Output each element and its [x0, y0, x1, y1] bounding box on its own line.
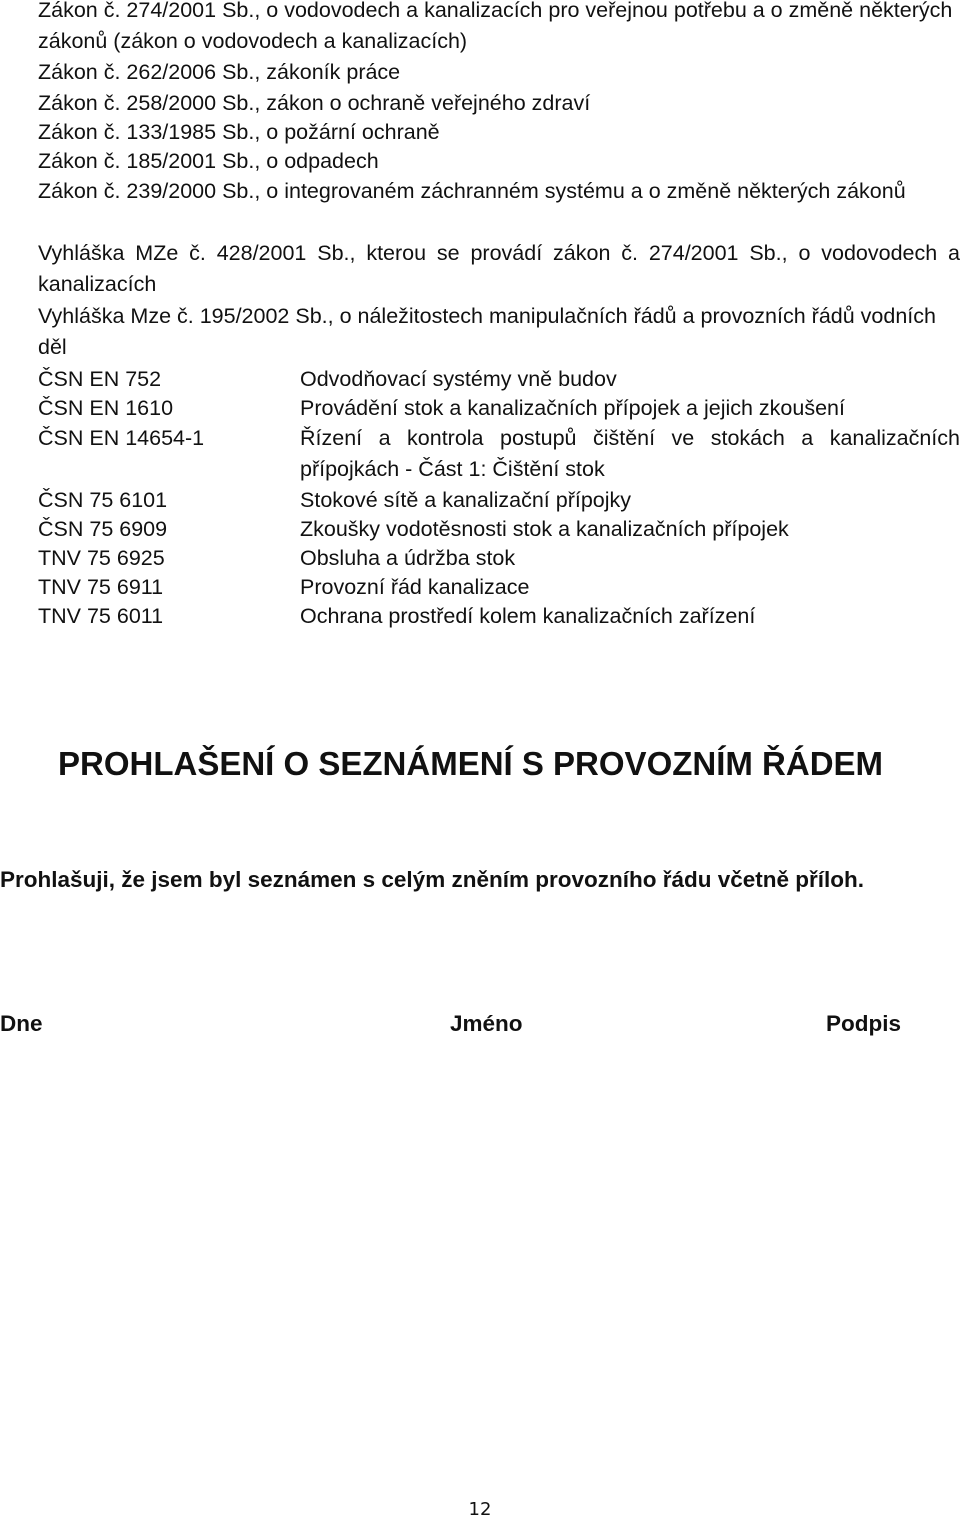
- law-item: Zákon č. 185/2001 Sb., o odpadech: [38, 149, 379, 173]
- signature-label: Podpis: [826, 1011, 902, 1036]
- standard-title: Řízení a kontrola postupů čištění ve stokách a kanalizačních přípojkách - Část 1: Čištění stok: [300, 426, 960, 481]
- standard-code: TNV 75 6911: [38, 575, 164, 599]
- standard-code: ČSN 75 6101: [38, 488, 168, 512]
- law-item: Vyhláška MZe č. 428/2001 Sb., kterou se provádí zákon č. 274/2001 Sb., o vodovodech a kanalizacích: [38, 241, 960, 296]
- standard-code: ČSN EN 752: [38, 367, 162, 391]
- name-label: Jméno: [450, 1011, 523, 1036]
- date-label: Dne: [0, 1011, 43, 1036]
- standard-code: ČSN 75 6909: [38, 517, 168, 541]
- declaration-text: Prohlašuji, že jsem byl seznámen s celým zněním provozního řádu včetně příloh.: [0, 867, 864, 892]
- standard-code: TNV 75 6925: [38, 546, 165, 570]
- standard-title: Provozní řád kanalizace: [300, 575, 530, 599]
- law-item: Zákon č. 262/2006 Sb., zákoník práce: [38, 60, 401, 84]
- standard-title: Odvodňovací systémy vně budov: [300, 367, 617, 391]
- standard-title: Stokové sítě a kanalizační přípojky: [300, 488, 632, 512]
- law-item: Zákon č. 274/2001 Sb., o vodovodech a kanalizacích pro veřejnou potřebu a o změně některých zákonů (zákon o vodovodech a kanalizacích): [38, 0, 953, 53]
- standard-title: Provádění stok a kanalizačních přípojek a jejich zkoušení: [300, 396, 845, 420]
- law-item: Zákon č. 133/1985 Sb., o požární ochraně: [38, 120, 440, 144]
- standard-code: ČSN EN 14654-1: [38, 426, 205, 450]
- standard-title: Zkoušky vodotěsnosti stok a kanalizačních přípojek: [300, 517, 789, 541]
- declaration-heading: PROHLAŠENÍ O SEZNÁMENÍ S PROVOZNÍM ŘÁDEM: [58, 745, 884, 782]
- standard-title: Ochrana prostředí kolem kanalizačních zařízení: [300, 604, 756, 628]
- standard-code: ČSN EN 1610: [38, 396, 174, 420]
- standard-title: Obsluha a údržba stok: [300, 546, 516, 570]
- law-item: Vyhláška Mze č. 195/2002 Sb., o náležitostech manipulačních řádů a provozních řádů vodních děl: [38, 304, 936, 359]
- page-number: 12: [468, 1499, 492, 1520]
- law-item: Zákon č. 258/2000 Sb., zákon o ochraně veřejného zdraví: [38, 91, 591, 115]
- standard-code: TNV 75 6011: [38, 604, 164, 628]
- law-item: Zákon č. 239/2000 Sb., o integrovaném záchranném systému a o změně některých zákonů: [38, 179, 906, 203]
